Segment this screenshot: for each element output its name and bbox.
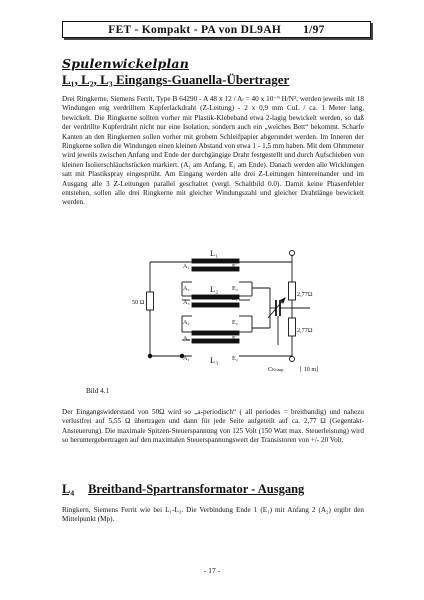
label-e2-mid: E₂ <box>232 319 238 326</box>
header-issue: 1/97 <box>303 23 325 36</box>
label-input-resistor: 50 Ω <box>132 299 145 306</box>
label-e3-low: E₃ <box>232 335 238 342</box>
label-e2-bottom: E₂ <box>232 355 238 362</box>
label-l1: L₁ <box>210 248 219 258</box>
section2-title: Breitband-Spartransformator - Ausgang <box>88 482 305 496</box>
label-l2: L₂ <box>210 284 219 294</box>
paragraph-impedance: Der Eingangswiderstand von 50Ω wird so „a-periodisch“ ( all periodes = breitbandig) und nahezu verlustfrei auf 5,55 Ω übertragen und dann für jede Seite aufgeteilt auf ca. 2,77 Ω (Gegentakt-Ansteuerung). Die maximale Spitzen-Steuerspannung von 125 Volt (150 Watt max. Steuerleistung) wird so heruntergebertragen auf den maximalen Steuerspannungswert der Transistoren von +/- 20 Volt. <box>62 408 364 445</box>
figure-caption: Bild 4.1 <box>86 387 110 395</box>
label-ckomp: CKomp. <box>268 366 285 373</box>
label-a2: A₂ <box>183 285 190 292</box>
label-a3: A₃ <box>183 299 190 306</box>
label-a1-top: A₁ <box>183 263 190 270</box>
label-e3-mid: E₃ <box>232 285 238 292</box>
section-heading-l4 <box>62 482 304 497</box>
page-number: - 17 - <box>203 566 221 575</box>
label-cvalue: [ 10 m] <box>300 366 319 373</box>
section-heading-l1-l3: L₁, L₂, L₃ Eingangs-Guanella-Übertrager <box>62 72 290 87</box>
label-a2-low: A₂ <box>183 319 190 326</box>
header-title: FET - Kompakt - PA von DL9AH <box>108 23 282 36</box>
label-e1-top: E₁ <box>232 263 238 270</box>
handwritten-title: Spulenwickelplan <box>62 56 190 71</box>
label-r1: 2,77Ω <box>297 291 313 298</box>
section2-num: L₄ <box>62 482 75 496</box>
label-a1-bottom: A₁ <box>183 355 190 362</box>
label-a3-low: A₃ <box>183 335 190 342</box>
label-l3: L₃ <box>210 355 219 365</box>
label-e1-mid: E₁ <box>232 295 238 302</box>
label-r2: 2,77Ω <box>297 327 313 334</box>
section2-paragraph: Ringkern, Siemens Ferrit wie bei L₁-L₃. Die Verbindung Ende 1 (E₁) mit Anfang 2 (A₂) ergibt den Mittelpunkt (Mp). <box>62 506 364 524</box>
section1-paragraph: Drei Ringkerne, Siemens Ferrit, Type B 64290 - A 48 x 12 / Aₗ = 40 x 10⁻⁹ H/N², werden jeweils mit 18 Windungen eng verdrilltem Kupferlackdraht (Z-Leitung) - 2 x 0,9 mm CuL / ca. 1 Meter lang, bewickelt. Die Ringkerne sollten vorher mit Plastik-Klebeband etwa 2-lagig bewickelt werden, so daß der verdrillte Kupferdraht nicht nur eine Isolation, sondern auch ein „weiches Bett“ bekommt. Scharfe Kanten an den Ringkernen sollen vorher mit grobem Schleifpapier abgerundet werden. Im Inneren der Ringkerne sollen die Windungen einen kleinen Abstand von etwa 1 - 1,5 mm haben. Mit dem Ohmmeter wird jeweils zwischen Anfang und Ende der durchgängige Draht festgestellt und durch Aufschieben von kleinen Isolierschläuchstücken markiert. (A₁ am Anfang, E₁ am Ende). Danach werden alle Wicklungen satt mit Plastikspray eingesprüht. Am Eingang werden alle drei Z-Leitungen hintereinander und im Ausgang alle 3 Z-Leitungen parallel geschaltet (vergl. Schaltbild 0.0). Damit keine Phasenfehler entstehen, sollen alle drei Ringkerne mit gleicher Windungszahl und gleicher Drahtlänge bewickelt werden. <box>62 95 364 207</box>
